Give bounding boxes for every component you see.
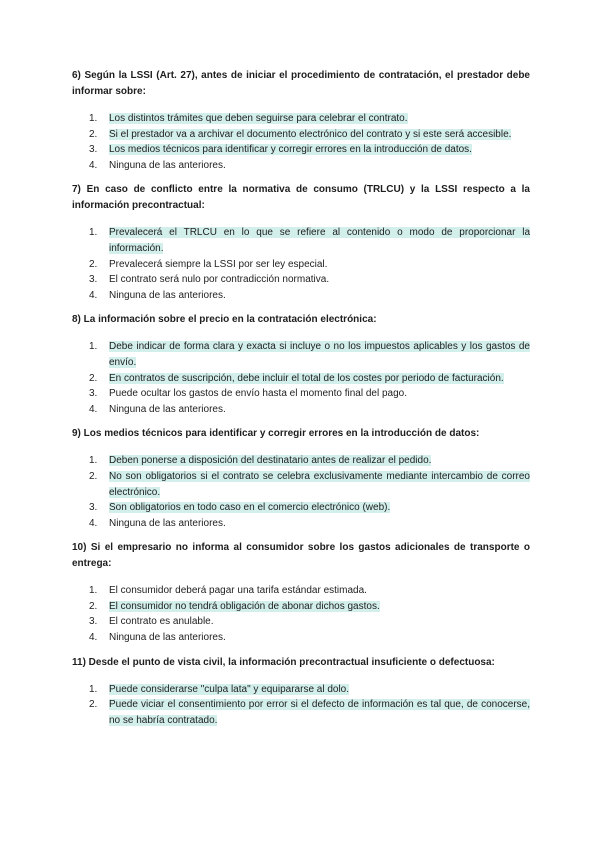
options-list bbox=[72, 583, 530, 645]
option-item bbox=[72, 599, 530, 615]
option-number: 3. bbox=[89, 388, 98, 400]
option-number: 2. bbox=[89, 600, 98, 612]
question-text: 8) La información sobre el precio en la contratación electrónica: bbox=[72, 314, 377, 326]
option-number: 1. bbox=[89, 683, 98, 695]
option-item bbox=[72, 127, 530, 143]
option-text: No son obligatorios si el contrato se celebra exclusivamente mediante intercambio de correo electrónico. bbox=[109, 470, 530, 498]
option-item bbox=[72, 158, 530, 174]
options-list bbox=[72, 111, 530, 173]
option-text: Ninguna de las anteriores. bbox=[109, 632, 226, 644]
options-list bbox=[72, 682, 530, 729]
question-7 bbox=[72, 182, 530, 303]
option-item bbox=[72, 614, 530, 630]
option-item bbox=[72, 583, 530, 599]
option-text: Ninguna de las anteriores. bbox=[109, 403, 226, 415]
option-item bbox=[72, 469, 530, 500]
question-9 bbox=[72, 426, 530, 531]
option-number: 4. bbox=[89, 403, 98, 415]
option-text: El consumidor deberá pagar una tarifa estándar estimada. bbox=[109, 585, 367, 597]
option-number: 4. bbox=[89, 289, 98, 301]
option-text: Prevalecerá el TRLCU en lo que se refiere al contenido o modo de proporcionar la información. bbox=[109, 227, 530, 254]
option-number: 3. bbox=[89, 144, 98, 156]
option-number: 4. bbox=[89, 632, 98, 644]
option-item bbox=[72, 682, 530, 698]
option-text: El contrato es anulable. bbox=[109, 616, 214, 628]
option-text: Ninguna de las anteriores. bbox=[109, 517, 226, 529]
option-number: 1. bbox=[89, 113, 98, 124]
question-11 bbox=[72, 655, 530, 729]
option-number: 2. bbox=[89, 699, 98, 711]
option-number: 2. bbox=[89, 470, 98, 482]
option-item bbox=[72, 288, 530, 304]
option-item bbox=[72, 111, 530, 127]
option-text: Ninguna de las anteriores. bbox=[109, 289, 226, 301]
option-text: El consumidor no tendrá obligación de abonar dichos gastos. bbox=[109, 600, 380, 612]
option-number: 3. bbox=[89, 274, 98, 286]
option-text: Puede viciar el consentimiento por error si el defecto de información es tal que, de conocerse, no se habría contratado. bbox=[109, 699, 530, 726]
options-list bbox=[72, 225, 530, 303]
option-number: 1. bbox=[89, 341, 98, 353]
question-text: 9) Los medios técnicos para identificar y corregir errores en la introducción de datos: bbox=[72, 428, 480, 440]
option-text: Puede ocultar los gastos de envío hasta el momento final del pago. bbox=[109, 388, 407, 400]
option-item bbox=[72, 272, 530, 288]
option-item bbox=[72, 630, 530, 646]
option-item bbox=[72, 402, 530, 418]
option-text: Debe indicar de forma clara y exacta si incluye o no los impuestos aplicables y los gastos de envío. bbox=[109, 341, 530, 368]
option-number: 3. bbox=[89, 616, 98, 628]
option-number: 2. bbox=[89, 372, 98, 384]
option-text: Si el prestador va a archivar el documento electrónico del contrato y si este será accesible. bbox=[109, 128, 512, 140]
question-text: 11) Desde el punto de vista civil, la información precontractual insuficiente o defectuosa: bbox=[72, 656, 495, 668]
question-text: 6) Según la LSSI (Art. 27), antes de iniciar el procedimiento de contratación, el prestador debe informar sobre: bbox=[72, 70, 530, 97]
option-text: Deben ponerse a disposición del destinatario antes de realizar el pedido. bbox=[109, 455, 432, 467]
option-number: 4. bbox=[89, 159, 98, 171]
question-text: 7) En caso de conflicto entre la normativa de consumo (TRLCU) y la LSSI respecto a la información precontractual: bbox=[72, 184, 530, 212]
option-item bbox=[72, 257, 530, 273]
option-item bbox=[72, 142, 530, 158]
option-item bbox=[72, 697, 530, 728]
option-text: Puede considerarse "culpa lata" y equipararse al dolo. bbox=[109, 683, 350, 695]
option-item bbox=[72, 371, 530, 387]
option-number: 2. bbox=[89, 128, 98, 140]
question-text: 10) Si el empresario no informa al consumidor sobre los gastos adicionales de transporte o entrega: bbox=[72, 542, 530, 570]
option-item bbox=[72, 500, 530, 516]
option-item bbox=[72, 225, 530, 256]
question-6 bbox=[72, 68, 530, 173]
option-item bbox=[72, 386, 530, 402]
question-10 bbox=[72, 540, 530, 645]
option-number: 1. bbox=[89, 455, 98, 467]
option-text: Los distintos trámites que deben seguirse para celebrar el contrato. bbox=[109, 113, 408, 124]
option-text: Ninguna de las anteriores. bbox=[109, 159, 226, 171]
option-number: 2. bbox=[89, 258, 98, 270]
option-number: 1. bbox=[89, 227, 98, 239]
option-text: Son obligatorios en todo caso en el comercio electrónico (web). bbox=[109, 502, 391, 514]
option-number: 1. bbox=[89, 585, 98, 597]
option-number: 3. bbox=[89, 502, 98, 514]
option-text: El contrato será nulo por contradicción normativa. bbox=[109, 274, 330, 286]
question-8 bbox=[72, 312, 530, 417]
option-text: En contratos de suscripción, debe incluir el total de los costes por periodo de facturación. bbox=[109, 372, 504, 384]
options-list bbox=[72, 453, 530, 531]
option-item bbox=[72, 453, 530, 469]
option-text: Prevalecerá siempre la LSSI por ser ley especial. bbox=[109, 258, 328, 270]
option-number: 4. bbox=[89, 517, 98, 529]
option-item bbox=[72, 339, 530, 370]
options-list bbox=[72, 339, 530, 417]
option-item bbox=[72, 516, 530, 532]
option-text: Los medios técnicos para identificar y corregir errores en la introducción de datos. bbox=[109, 144, 472, 156]
